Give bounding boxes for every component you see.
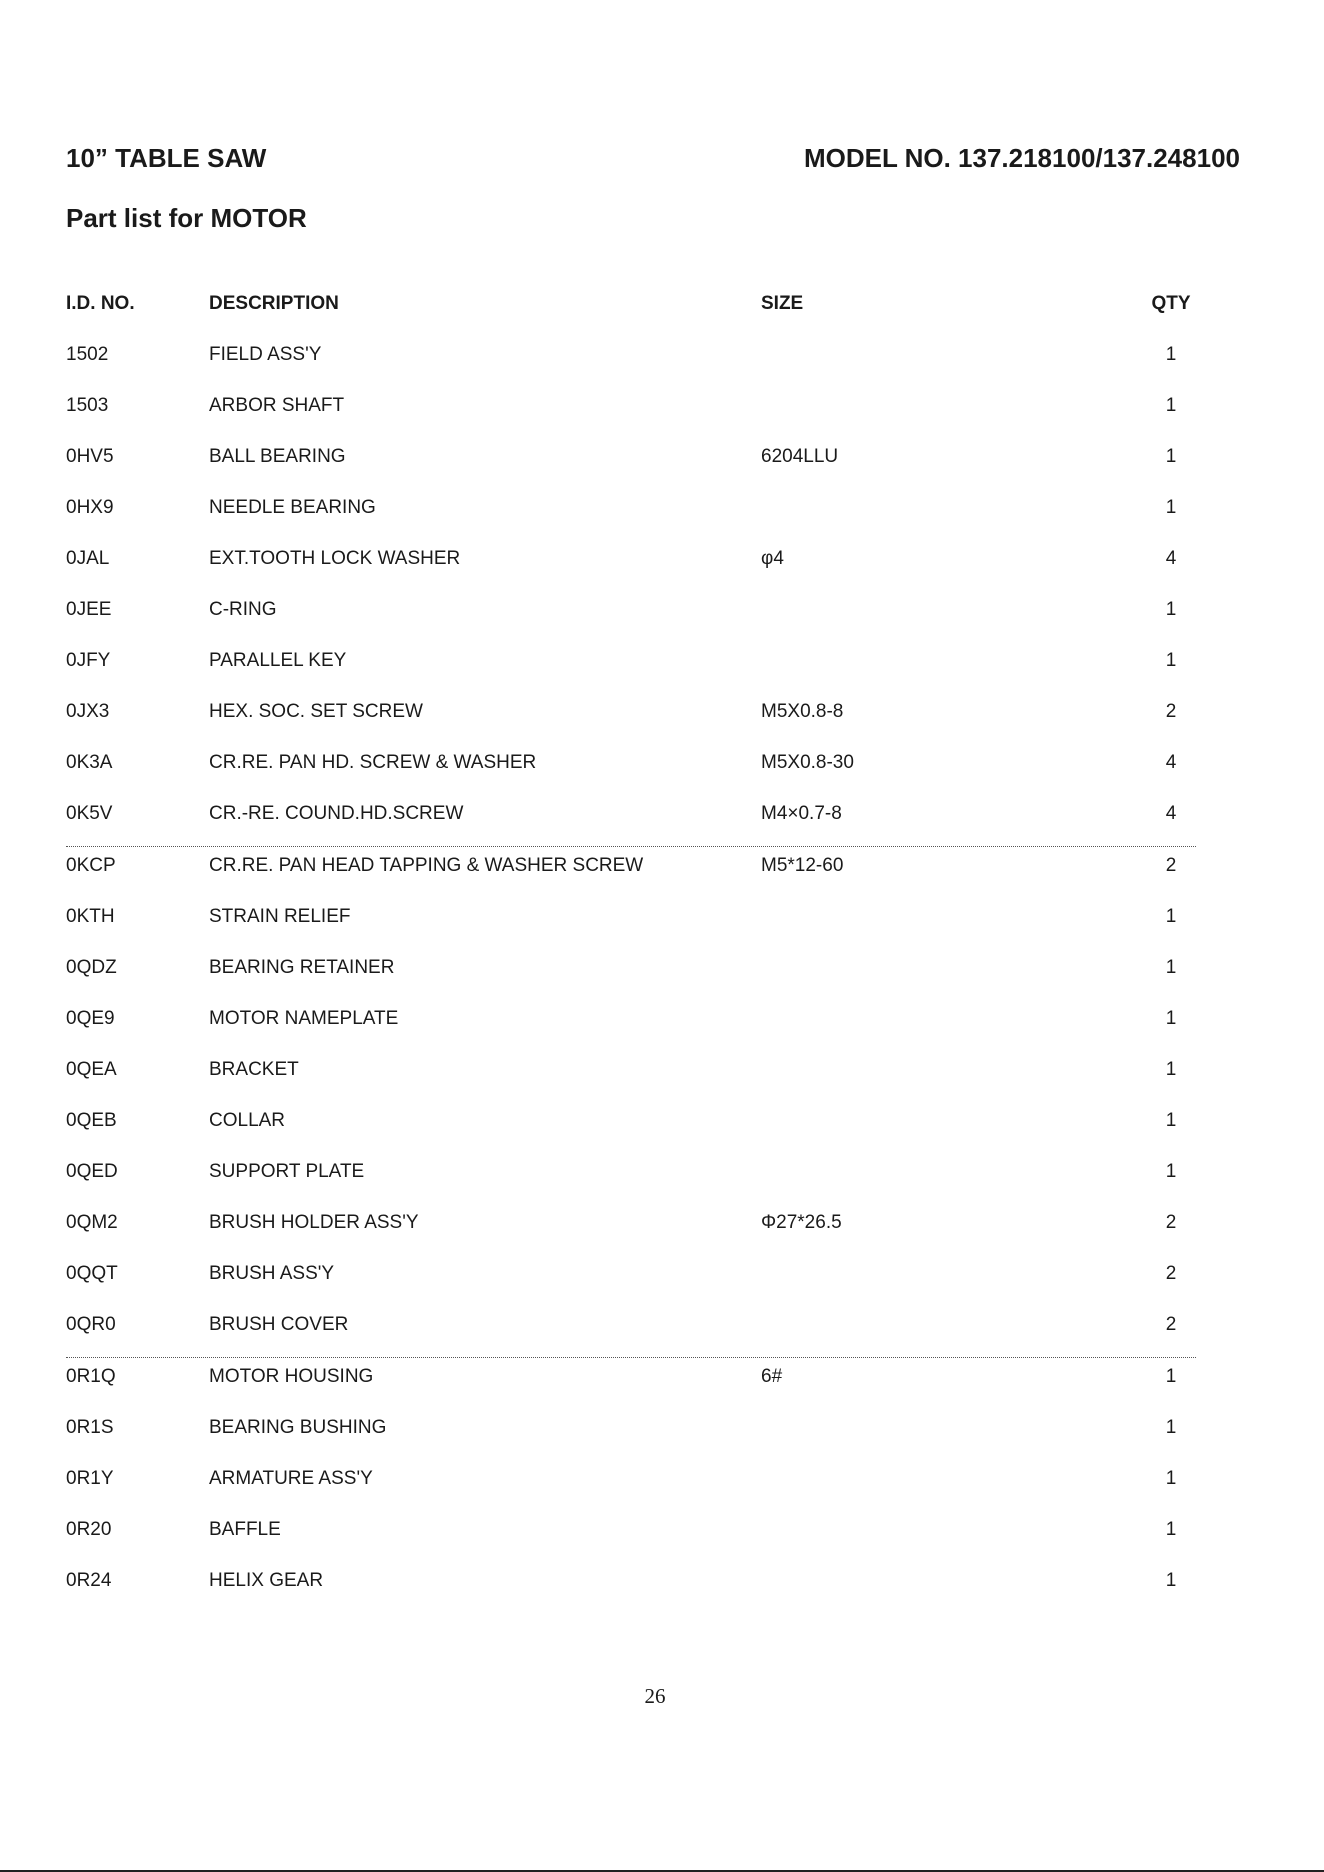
table-row [66,847,1196,898]
cell-qty: 4 [1165,803,1177,824]
page-number: 26 [644,1684,666,1708]
cell-id: 0JX3 [66,701,110,722]
cell-description: BRUSH HOLDER ASS'Y [209,1212,419,1233]
cell-qty: 4 [1165,548,1177,569]
cell-id: 0QEA [66,1059,117,1080]
cell-id: 1503 [66,395,109,416]
cell-id: 0K5V [66,803,113,824]
table-row [66,438,1196,489]
table-row [66,387,1196,438]
cell-description: CR.-RE. COUND.HD.SCREW [209,803,464,824]
cell-qty: 1 [1165,446,1177,467]
table-row [66,1153,1196,1204]
cell-size: 6# [761,1366,783,1387]
cell-id: 0R1S [66,1417,114,1438]
cell-description: NEEDLE BEARING [209,497,376,518]
cell-description: CR.RE. PAN HD. SCREW & WASHER [209,752,537,773]
table-row [66,1000,1196,1051]
cell-qty: 4 [1165,752,1177,773]
cell-id: 0R1Q [66,1366,116,1387]
table-row [66,1204,1196,1255]
cell-description: SUPPORT PLATE [209,1161,365,1182]
cell-description: EXT.TOOTH LOCK WASHER [209,548,461,569]
column-header-qty: QTY [1151,293,1191,314]
cell-qty: 1 [1165,1059,1177,1080]
column-header-id: I.D. NO. [66,293,135,314]
column-header-size: SIZE [761,293,804,314]
table-row [66,949,1196,1000]
table-row [66,591,1196,642]
cell-description: BEARING BUSHING [209,1417,387,1438]
cell-id: 0QEB [66,1110,117,1131]
cell-id: 0KCP [66,855,116,876]
cell-qty: 1 [1165,1161,1177,1182]
table-row [66,642,1196,693]
cell-qty: 2 [1165,701,1177,722]
cell-description: ARBOR SHAFT [209,395,345,416]
cell-id: 0QM2 [66,1212,118,1233]
cell-id: 0QED [66,1161,118,1182]
table-row [66,1562,1196,1613]
table-row [66,1306,1196,1358]
cell-qty: 1 [1165,497,1177,518]
cell-qty: 2 [1165,1212,1177,1233]
cell-id: 0R24 [66,1570,112,1591]
cell-qty: 1 [1165,1366,1177,1387]
cell-id: 1502 [66,344,109,365]
cell-qty: 1 [1165,650,1177,671]
cell-qty: 1 [1165,344,1177,365]
cell-qty: 2 [1165,1314,1177,1335]
cell-qty: 1 [1165,1110,1177,1131]
cell-qty: 1 [1165,1468,1177,1489]
cell-description: BRACKET [209,1059,299,1080]
cell-description: HELIX GEAR [209,1570,324,1591]
cell-qty: 1 [1165,1008,1177,1029]
cell-description: C-RING [209,599,277,620]
cell-size: φ4 [761,548,784,569]
cell-qty: 1 [1165,395,1177,416]
cell-id: 0QR0 [66,1314,116,1335]
table-row [66,1409,1196,1460]
cell-id: 0JAL [66,548,110,569]
table-row [66,1511,1196,1562]
cell-id: 0KTH [66,906,115,927]
cell-qty: 2 [1165,855,1177,876]
cell-description: MOTOR NAMEPLATE [209,1008,399,1029]
cell-size: M4×0.7-8 [761,803,842,824]
table-row [66,693,1196,744]
cell-description: CR.RE. PAN HEAD TAPPING & WASHER SCREW [209,855,644,876]
cell-description: ARMATURE ASS'Y [209,1468,373,1489]
cell-qty: 2 [1165,1263,1177,1284]
cell-id: 0QQT [66,1263,118,1284]
table-header-row [66,285,1196,336]
cell-qty: 1 [1165,1417,1177,1438]
cell-qty: 1 [1165,599,1177,620]
cell-qty: 1 [1165,906,1177,927]
cell-qty: 1 [1165,957,1177,978]
cell-description: HEX. SOC. SET SCREW [209,701,423,722]
cell-id: 0JEE [66,599,112,620]
column-header-description: DESCRIPTION [209,293,339,314]
table-row [66,336,1196,387]
table-row [66,795,1196,847]
product-title: 10” TABLE SAW [66,143,267,173]
table-row [66,898,1196,949]
cell-id: 0R20 [66,1519,112,1540]
cell-description: STRAIN RELIEF [209,906,351,927]
cell-id: 0K3A [66,752,113,773]
cell-id: 0R1Y [66,1468,114,1489]
cell-description: MOTOR HOUSING [209,1366,374,1387]
cell-description: BRUSH ASS'Y [209,1263,335,1284]
cell-description: PARALLEL KEY [209,650,347,671]
section-title: Part list for MOTOR [66,203,307,233]
table-row [66,1358,1196,1409]
table-row [66,1102,1196,1153]
cell-qty: 1 [1165,1519,1177,1540]
cell-description: COLLAR [209,1110,286,1131]
cell-id: 0QE9 [66,1008,115,1029]
table-row [66,489,1196,540]
table-row [66,744,1196,795]
cell-description: BAFFLE [209,1519,281,1540]
cell-description: FIELD ASS'Y [209,344,322,365]
cell-size: Φ27*26.5 [761,1212,842,1233]
cell-size: M5X0.8-8 [761,701,844,722]
table-row [66,1051,1196,1102]
cell-size: M5X0.8-30 [761,752,854,773]
cell-description: BRUSH COVER [209,1314,349,1335]
table-row [66,1255,1196,1306]
table-body [66,336,1196,1613]
table-row [66,540,1196,591]
cell-size: 6204LLU [761,446,839,467]
cell-description: BEARING RETAINER [209,957,395,978]
cell-id: 0HV5 [66,446,114,467]
cell-description: BALL BEARING [209,446,346,467]
cell-id: 0JFY [66,650,111,671]
model-number: MODEL NO. 137.218100/137.248100 [803,143,1240,173]
cell-size: M5*12-60 [761,855,844,876]
cell-id: 0QDZ [66,957,117,978]
table-row [66,1460,1196,1511]
cell-qty: 1 [1165,1570,1177,1591]
cell-id: 0HX9 [66,497,114,518]
parts-table [66,285,1196,1613]
